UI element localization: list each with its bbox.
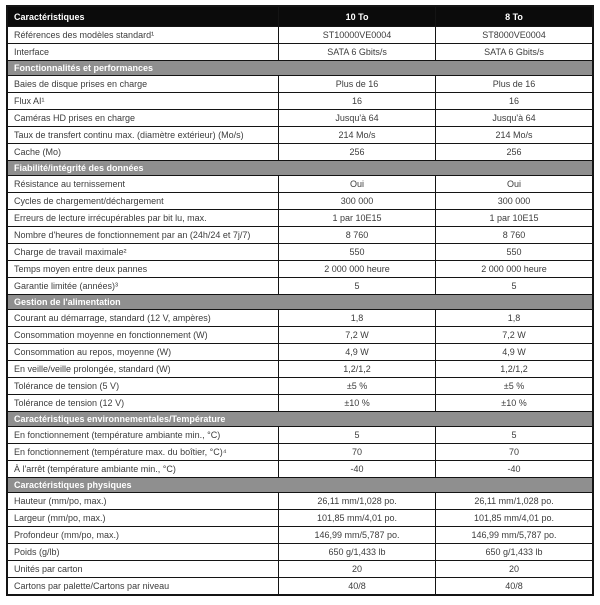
- table-row: [7, 444, 593, 461]
- spec-value-8to: 70: [436, 444, 593, 461]
- spec-value-10to: 7,2 W: [279, 327, 436, 344]
- section-title: Caractéristiques environnementales/Température: [7, 412, 593, 427]
- spec-label: Baies de disque prises en charge: [7, 76, 279, 93]
- spec-value-8to: -40: [436, 461, 593, 478]
- spec-label: Références des modèles standard¹: [7, 27, 279, 44]
- table-row: [7, 193, 593, 210]
- spec-label: Consommation moyenne en fonctionnement (W): [7, 327, 279, 344]
- spec-label: Garantie limitée (années)³: [7, 278, 279, 295]
- table-row: [7, 527, 593, 544]
- spec-label: Poids (g/lb): [7, 544, 279, 561]
- spec-value-8to: 7,2 W: [436, 327, 593, 344]
- spec-value-10to: 40/8: [279, 578, 436, 596]
- spec-label: Tolérance de tension (5 V): [7, 378, 279, 395]
- spec-label: Erreurs de lecture irrécupérables par bit lu, max.: [7, 210, 279, 227]
- spec-value-10to: Oui: [279, 176, 436, 193]
- spec-value-8to: 16: [436, 93, 593, 110]
- table-row: [7, 127, 593, 144]
- section-row: [7, 478, 593, 493]
- spec-value-8to: 1,8: [436, 310, 593, 327]
- header-capacity-10to: 10 To: [279, 6, 436, 27]
- spec-value-10to: SATA 6 Gbits/s: [279, 44, 436, 61]
- spec-value-8to: Oui: [436, 176, 593, 193]
- spec-value-10to: Jusqu'à 64: [279, 110, 436, 127]
- spec-value-10to: Plus de 16: [279, 76, 436, 93]
- spec-value-8to: 300 000: [436, 193, 593, 210]
- table-row: [7, 361, 593, 378]
- header-characteristics: Caractéristiques: [7, 6, 279, 27]
- spec-value-10to: ±10 %: [279, 395, 436, 412]
- spec-value-10to: 26,11 mm/1,028 po.: [279, 493, 436, 510]
- spec-label: Résistance au ternissement: [7, 176, 279, 193]
- section-title: Fonctionnalités et performances: [7, 61, 593, 76]
- spec-label: Taux de transfert continu max. (diamètre extérieur) (Mo/s): [7, 127, 279, 144]
- table-row: [7, 44, 593, 61]
- spec-value-8to: 146,99 mm/5,787 po.: [436, 527, 593, 544]
- spec-value-8to: 20: [436, 561, 593, 578]
- table-row: [7, 327, 593, 344]
- spec-value-10to: 550: [279, 244, 436, 261]
- spec-label: En fonctionnement (température ambiante min., °C): [7, 427, 279, 444]
- spec-label: En fonctionnement (température max. du boîtier, °C)⁴: [7, 444, 279, 461]
- section-row: [7, 61, 593, 76]
- spec-value-8to: 26,11 mm/1,028 po.: [436, 493, 593, 510]
- spec-label: À l'arrêt (température ambiante min., °C): [7, 461, 279, 478]
- table-row: [7, 244, 593, 261]
- spec-value-10to: 1,2/1,2: [279, 361, 436, 378]
- table-row: [7, 344, 593, 361]
- spec-value-8to: ±5 %: [436, 378, 593, 395]
- spec-value-8to: 8 760: [436, 227, 593, 244]
- spec-value-8to: 1,2/1,2: [436, 361, 593, 378]
- spec-value-8to: 1 par 10E15: [436, 210, 593, 227]
- spec-label: Caméras HD prises en charge: [7, 110, 279, 127]
- spec-label: Consommation au repos, moyenne (W): [7, 344, 279, 361]
- spec-value-8to: 2 000 000 heure: [436, 261, 593, 278]
- table-row: [7, 210, 593, 227]
- spec-value-8to: 650 g/1,433 lb: [436, 544, 593, 561]
- spec-value-10to: ST10000VE0004: [279, 27, 436, 44]
- header-capacity-8to: 8 To: [436, 6, 593, 27]
- table-row: [7, 461, 593, 478]
- table-row: [7, 176, 593, 193]
- section-title: Caractéristiques physiques: [7, 478, 593, 493]
- spec-value-10to: 650 g/1,433 lb: [279, 544, 436, 561]
- spec-value-8to: 256: [436, 144, 593, 161]
- table-header-row: [7, 6, 593, 27]
- spec-value-8to: ±10 %: [436, 395, 593, 412]
- spec-label: Courant au démarrage, standard (12 V, ampères): [7, 310, 279, 327]
- spec-label: Interface: [7, 44, 279, 61]
- spec-label: En veille/veille prolongée, standard (W): [7, 361, 279, 378]
- spec-value-8to: SATA 6 Gbits/s: [436, 44, 593, 61]
- spec-label: Temps moyen entre deux pannes: [7, 261, 279, 278]
- spec-label: Cycles de chargement/déchargement: [7, 193, 279, 210]
- spec-label: Cache (Mo): [7, 144, 279, 161]
- table-row: [7, 93, 593, 110]
- spec-value-8to: Jusqu'à 64: [436, 110, 593, 127]
- table-row: [7, 261, 593, 278]
- spec-label: Unités par carton: [7, 561, 279, 578]
- spec-label: Profondeur (mm/po, max.): [7, 527, 279, 544]
- spec-value-10to: 16: [279, 93, 436, 110]
- section-title: Fiabilité/intégrité des données: [7, 161, 593, 176]
- spec-value-10to: 5: [279, 278, 436, 295]
- table-row: [7, 395, 593, 412]
- spec-value-10to: 5: [279, 427, 436, 444]
- spec-value-10to: 4,9 W: [279, 344, 436, 361]
- table-row: [7, 76, 593, 93]
- table-row: [7, 378, 593, 395]
- spec-table: [6, 5, 594, 596]
- spec-label: Cartons par palette/Cartons par niveau: [7, 578, 279, 596]
- table-row: [7, 144, 593, 161]
- table-row: [7, 310, 593, 327]
- spec-value-10to: 70: [279, 444, 436, 461]
- table-row: [7, 278, 593, 295]
- table-row: [7, 510, 593, 527]
- spec-value-8to: 214 Mo/s: [436, 127, 593, 144]
- section-row: [7, 412, 593, 427]
- spec-value-10to: 2 000 000 heure: [279, 261, 436, 278]
- section-title: Gestion de l'alimentation: [7, 295, 593, 310]
- spec-label: Hauteur (mm/po, max.): [7, 493, 279, 510]
- spec-label: Charge de travail maximale²: [7, 244, 279, 261]
- spec-value-8to: ST8000VE0004: [436, 27, 593, 44]
- section-row: [7, 295, 593, 310]
- spec-label: Flux AI¹: [7, 93, 279, 110]
- table-row: [7, 427, 593, 444]
- spec-value-8to: Plus de 16: [436, 76, 593, 93]
- spec-value-8to: 101,85 mm/4,01 po.: [436, 510, 593, 527]
- section-row: [7, 161, 593, 176]
- spec-value-10to: -40: [279, 461, 436, 478]
- spec-value-8to: 5: [436, 278, 593, 295]
- spec-value-8to: 550: [436, 244, 593, 261]
- spec-value-10to: 214 Mo/s: [279, 127, 436, 144]
- spec-value-8to: 40/8: [436, 578, 593, 596]
- spec-value-10to: 256: [279, 144, 436, 161]
- spec-label: Tolérance de tension (12 V): [7, 395, 279, 412]
- table-row: [7, 27, 593, 44]
- spec-table-body: [7, 27, 593, 596]
- spec-value-10to: 8 760: [279, 227, 436, 244]
- spec-label: Nombre d'heures de fonctionnement par an (24h/24 et 7j/7): [7, 227, 279, 244]
- spec-value-10to: 1 par 10E15: [279, 210, 436, 227]
- spec-value-10to: 20: [279, 561, 436, 578]
- spec-value-10to: 101,85 mm/4,01 po.: [279, 510, 436, 527]
- table-row: [7, 561, 593, 578]
- spec-value-10to: ±5 %: [279, 378, 436, 395]
- table-row: [7, 578, 593, 596]
- spec-value-8to: 4,9 W: [436, 344, 593, 361]
- spec-table-head: [7, 6, 593, 27]
- spec-value-10to: 1,8: [279, 310, 436, 327]
- spec-value-10to: 146,99 mm/5,787 po.: [279, 527, 436, 544]
- spec-value-10to: 300 000: [279, 193, 436, 210]
- table-row: [7, 544, 593, 561]
- spec-value-8to: 5: [436, 427, 593, 444]
- spec-label: Largeur (mm/po, max.): [7, 510, 279, 527]
- table-row: [7, 227, 593, 244]
- table-row: [7, 493, 593, 510]
- table-row: [7, 110, 593, 127]
